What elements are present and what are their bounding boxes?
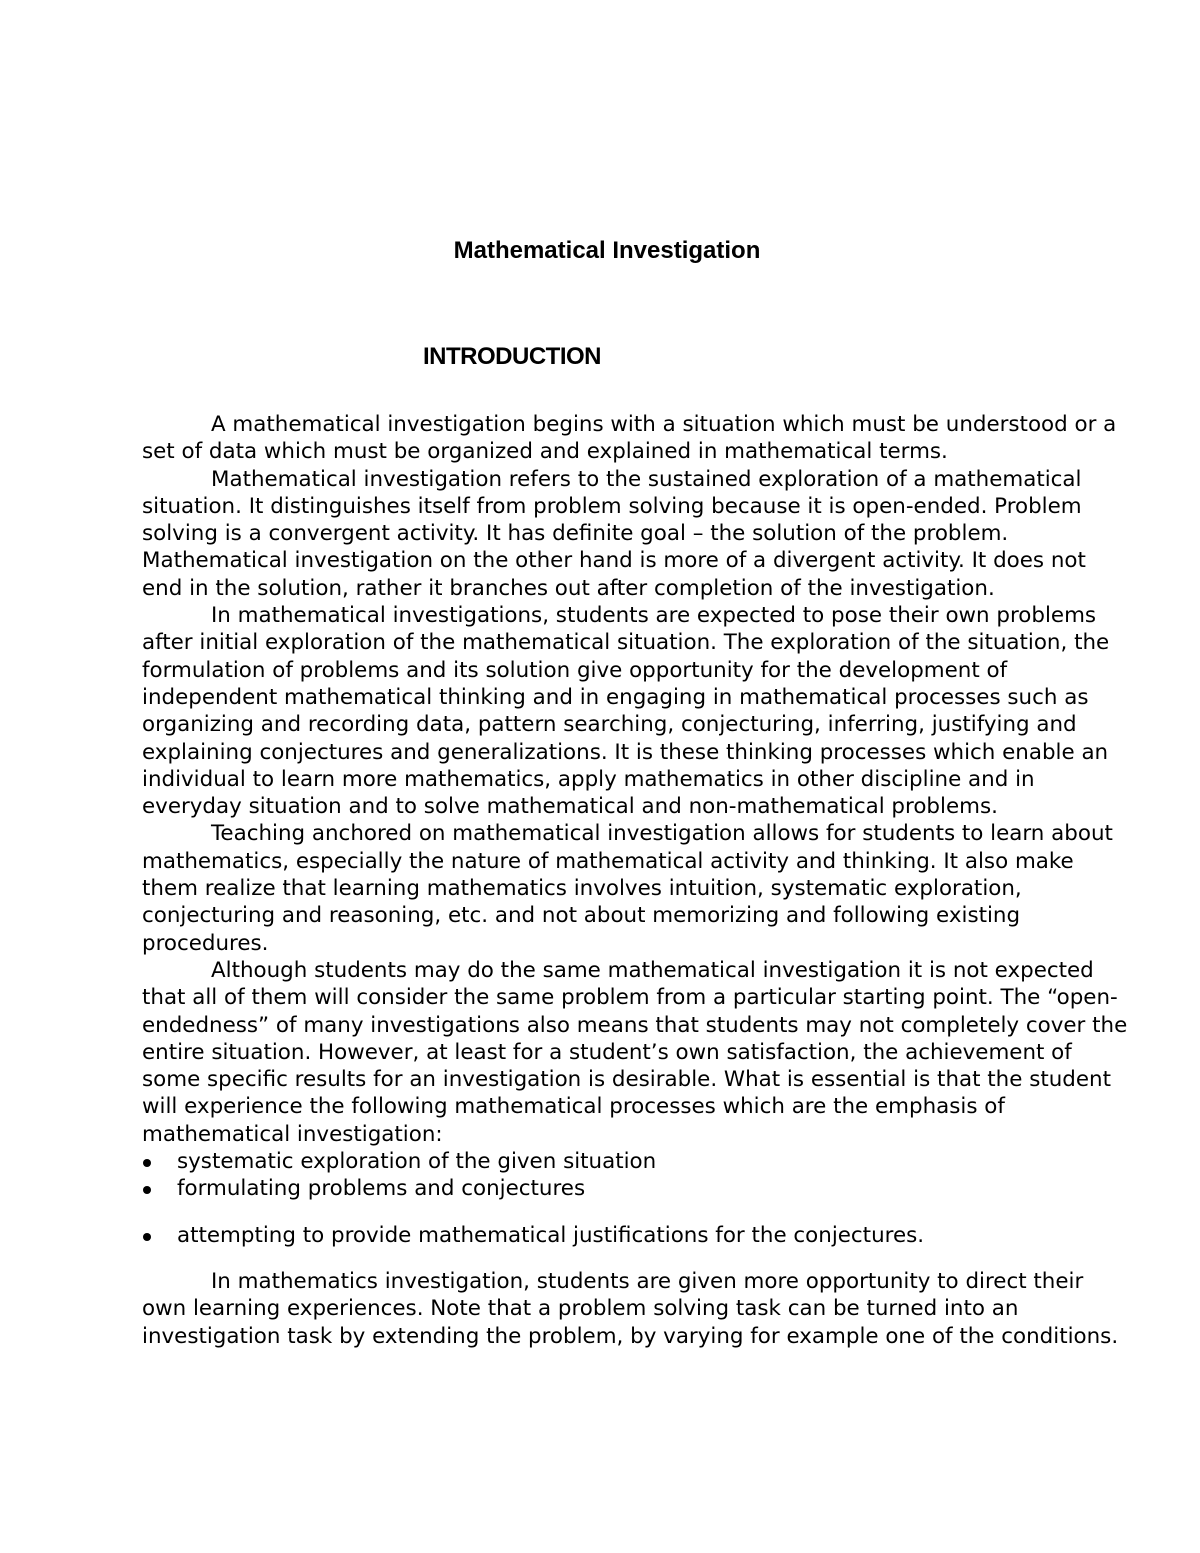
list-item-text: attempting to provide mathematical justifications for the conjectures. [177,1222,925,1248]
bullet-icon [143,1233,151,1241]
list-item [142,1148,1132,1175]
bullet-icon [143,1159,151,1167]
document-body [142,411,1132,1350]
document-title: Mathematical Investigation [453,237,761,264]
paragraph: A mathematical investigation begins with a situation which must be understood or a set of data which must be organized and explained in mathematical terms. [142,412,1117,465]
paragraph: Mathematical investigation refers to the sustained exploration of a mathematical situation. It distinguishes itself from problem solving because it is open-ended. Problem solving is a convergent activity. It has definite goal – the solution of the problem. Mathematical investigation on the other hand is more of a divergent activity. It does not end in the solution, rather it branches out after completion of the investigation. [142,466,1086,601]
paragraph: In mathematical investigations, students are expected to pose their own problems after initial exploration of the mathematical situation. The exploration of the situation, the formulation of problems and its solution give opportunity for the development of independent mathematical thinking and in engaging in mathematical processes such as organizing and recording data, pattern searching, conjecturing, inferring, justifying and explaining conjectures and generalizations. It is these thinking processes which enable an individual to learn more mathematics, apply mathematics in other discipline and in everyday situation and to solve mathematical and non-mathematical problems. [142,603,1110,820]
process-list [142,1148,1132,1249]
list-item-text: systematic exploration of the given situation [177,1149,657,1175]
section-heading: INTRODUCTION [423,343,601,370]
list-item-text: formulating problems and conjectures [177,1176,586,1202]
bullet-icon [143,1186,151,1194]
list-item [142,1222,1132,1249]
paragraph: Although students may do the same mathematical investigation it is not expected that all of them will consider the same problem from a particular starting point. The “open-endedness” of many investigations also means that students may not completely cover the entire situation. However, at least for a student’s own satisfaction, the achievement of some specific results for an investigation is desirable. What is essential is that the student will experience the following mathematical processes which are the emphasis of mathematical investigation: [142,957,1128,1147]
closing-paragraph: In mathematics investigation, students are given more opportunity to direct their own learning experiences. Note that a problem solving task can be turned into an investigation task by extending the problem, by varying for example one of the conditions. [142,1268,1119,1349]
list-item [142,1175,1132,1202]
paragraph: Teaching anchored on mathematical investigation allows for students to learn about mathematics, especially the nature of mathematical activity and thinking. It also make them realize that learning mathematics involves intuition, systematic exploration, conjecturing and reasoning, etc. and not about memorizing and following existing procedures. [142,821,1113,956]
